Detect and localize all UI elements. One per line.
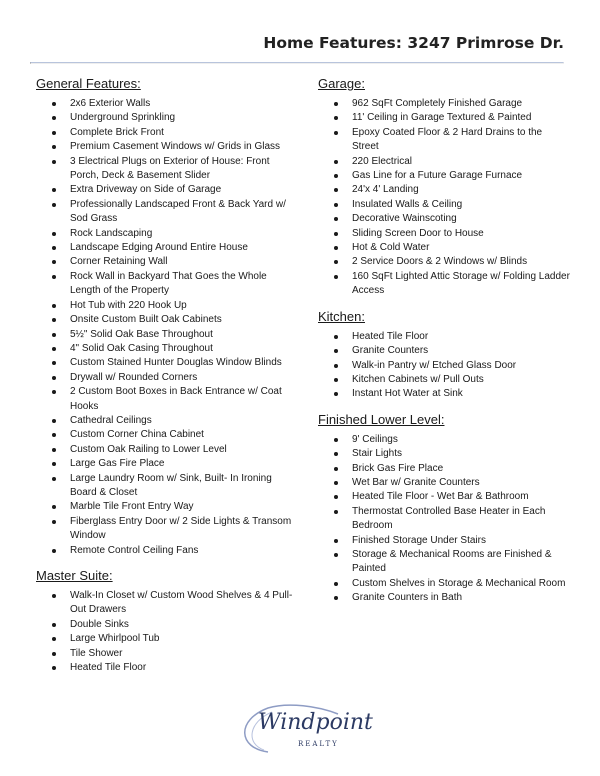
feature-item: Thermostat Controlled Base Heater in Each Bedroom	[318, 505, 570, 534]
feature-item: Custom Oak Railing to Lower Level	[36, 443, 294, 457]
feature-item: Remote Control Ceiling Fans	[36, 544, 294, 558]
feature-item: Large Gas Fire Place	[36, 457, 294, 471]
feature-item: Onsite Custom Built Oak Cabinets	[36, 313, 294, 327]
feature-item: Hot & Cold Water	[318, 241, 570, 255]
feature-item: 2 Custom Boot Boxes in Back Entrance w/ Coat Hooks	[36, 385, 294, 414]
feature-list	[36, 589, 294, 675]
feature-item: Heated Tile Floor	[318, 330, 570, 344]
feature-item: Stair Lights	[318, 447, 570, 461]
section-heading: Garage:	[318, 76, 365, 91]
feature-item: Instant Hot Water at Sink	[318, 387, 570, 401]
feature-item: Finished Storage Under Stairs	[318, 534, 570, 548]
feature-item: Storage & Mechanical Rooms are Finished & Painted	[318, 548, 570, 577]
feature-item: Hot Tub with 220 Hook Up	[36, 299, 294, 313]
feature-item: Gas Line for a Future Garage Furnace	[318, 169, 570, 183]
feature-list	[318, 330, 570, 402]
feature-list	[318, 433, 570, 606]
feature-item: Large Laundry Room w/ Sink, Built- In Ironing Board & Closet	[36, 472, 294, 501]
logo-name: Windpoint	[258, 710, 373, 735]
feature-item: 5½" Solid Oak Base Throughout	[36, 328, 294, 342]
feature-item: Sliding Screen Door to House	[318, 227, 570, 241]
feature-item: Rock Landscaping	[36, 227, 294, 241]
feature-item: Double Sinks	[36, 618, 294, 632]
feature-item: Complete Brick Front	[36, 126, 294, 140]
section-heading: General Features:	[36, 76, 141, 91]
feature-item: Decorative Wainscoting	[318, 212, 570, 226]
feature-item: Professionally Landscaped Front & Back Yard w/ Sod Grass	[36, 198, 294, 227]
feature-item: Walk-in Pantry w/ Etched Glass Door	[318, 359, 570, 373]
feature-item: Custom Corner China Cabinet	[36, 428, 294, 442]
feature-item: Underground Sprinkling	[36, 111, 294, 125]
feature-item: Epoxy Coated Floor & 2 Hard Drains to the Street	[318, 126, 570, 155]
feature-section	[318, 412, 570, 606]
feature-item: Custom Shelves in Storage & Mechanical Room	[318, 577, 570, 591]
feature-section	[318, 309, 570, 402]
feature-item: Fiberglass Entry Door w/ 2 Side Lights & Transom Window	[36, 515, 294, 544]
feature-item: Granite Counters	[318, 344, 570, 358]
section-heading: Kitchen:	[318, 308, 365, 324]
section-heading: Finished Lower Level:	[318, 411, 445, 427]
feature-item: Heated Tile Floor - Wet Bar & Bathroom	[318, 490, 570, 504]
feature-item: Kitchen Cabinets w/ Pull Outs	[318, 373, 570, 387]
feature-item: 9' Ceilings	[318, 433, 570, 447]
feature-item: Rock Wall in Backyard That Goes the Whole Length of the Property	[36, 270, 294, 299]
feature-item: Drywall w/ Rounded Corners	[36, 371, 294, 385]
feature-item: 962 SqFt Completely Finished Garage	[318, 97, 570, 111]
feature-item: Cathedral Ceilings	[36, 414, 294, 428]
feature-item: Corner Retaining Wall	[36, 255, 294, 269]
feature-item: 160 SqFt Lighted Attic Storage w/ Folding Ladder Access	[318, 270, 570, 299]
feature-item: 24'x 4' Landing	[318, 183, 570, 197]
feature-item: Granite Counters in Bath	[318, 591, 570, 605]
feature-list	[318, 97, 570, 299]
page-title: Home Features: 3247 Primrose Dr.	[263, 34, 564, 52]
feature-item: 11' Ceiling in Garage Textured & Painted	[318, 111, 570, 125]
logo-subtitle: REALTY	[298, 740, 339, 748]
feature-item: 220 Electrical	[318, 155, 570, 169]
feature-item: Tile Shower	[36, 647, 294, 661]
feature-item: Landscape Edging Around Entire House	[36, 241, 294, 255]
feature-item: 2x6 Exterior Walls	[36, 97, 294, 111]
feature-section	[318, 76, 570, 299]
feature-section	[36, 568, 294, 675]
windpoint-realty-logo	[228, 700, 373, 760]
feature-item: Extra Driveway on Side of Garage	[36, 183, 294, 197]
feature-item: Wet Bar w/ Granite Counters	[318, 476, 570, 490]
feature-section	[36, 76, 294, 558]
section-heading: Master Suite:	[36, 568, 113, 583]
left-column	[36, 76, 294, 685]
title-divider	[30, 62, 564, 64]
feature-item: 3 Electrical Plugs on Exterior of House: Front Porch, Deck & Basement Slider	[36, 155, 294, 184]
feature-list	[36, 97, 294, 558]
feature-item: Insulated Walls & Ceiling	[318, 198, 570, 212]
feature-item: Marble Tile Front Entry Way	[36, 500, 294, 514]
feature-item: Walk-In Closet w/ Custom Wood Shelves & 4 Pull-Out Drawers	[36, 589, 294, 618]
right-column	[318, 76, 570, 616]
feature-item: Brick Gas Fire Place	[318, 462, 570, 476]
feature-item: Premium Casement Windows w/ Grids in Glass	[36, 140, 294, 154]
feature-item: 2 Service Doors & 2 Windows w/ Blinds	[318, 255, 570, 269]
feature-item: 4" Solid Oak Casing Throughout	[36, 342, 294, 356]
feature-item: Custom Stained Hunter Douglas Window Blinds	[36, 356, 294, 370]
feature-item: Heated Tile Floor	[36, 661, 294, 675]
feature-item: Large Whirlpool Tub	[36, 632, 294, 646]
